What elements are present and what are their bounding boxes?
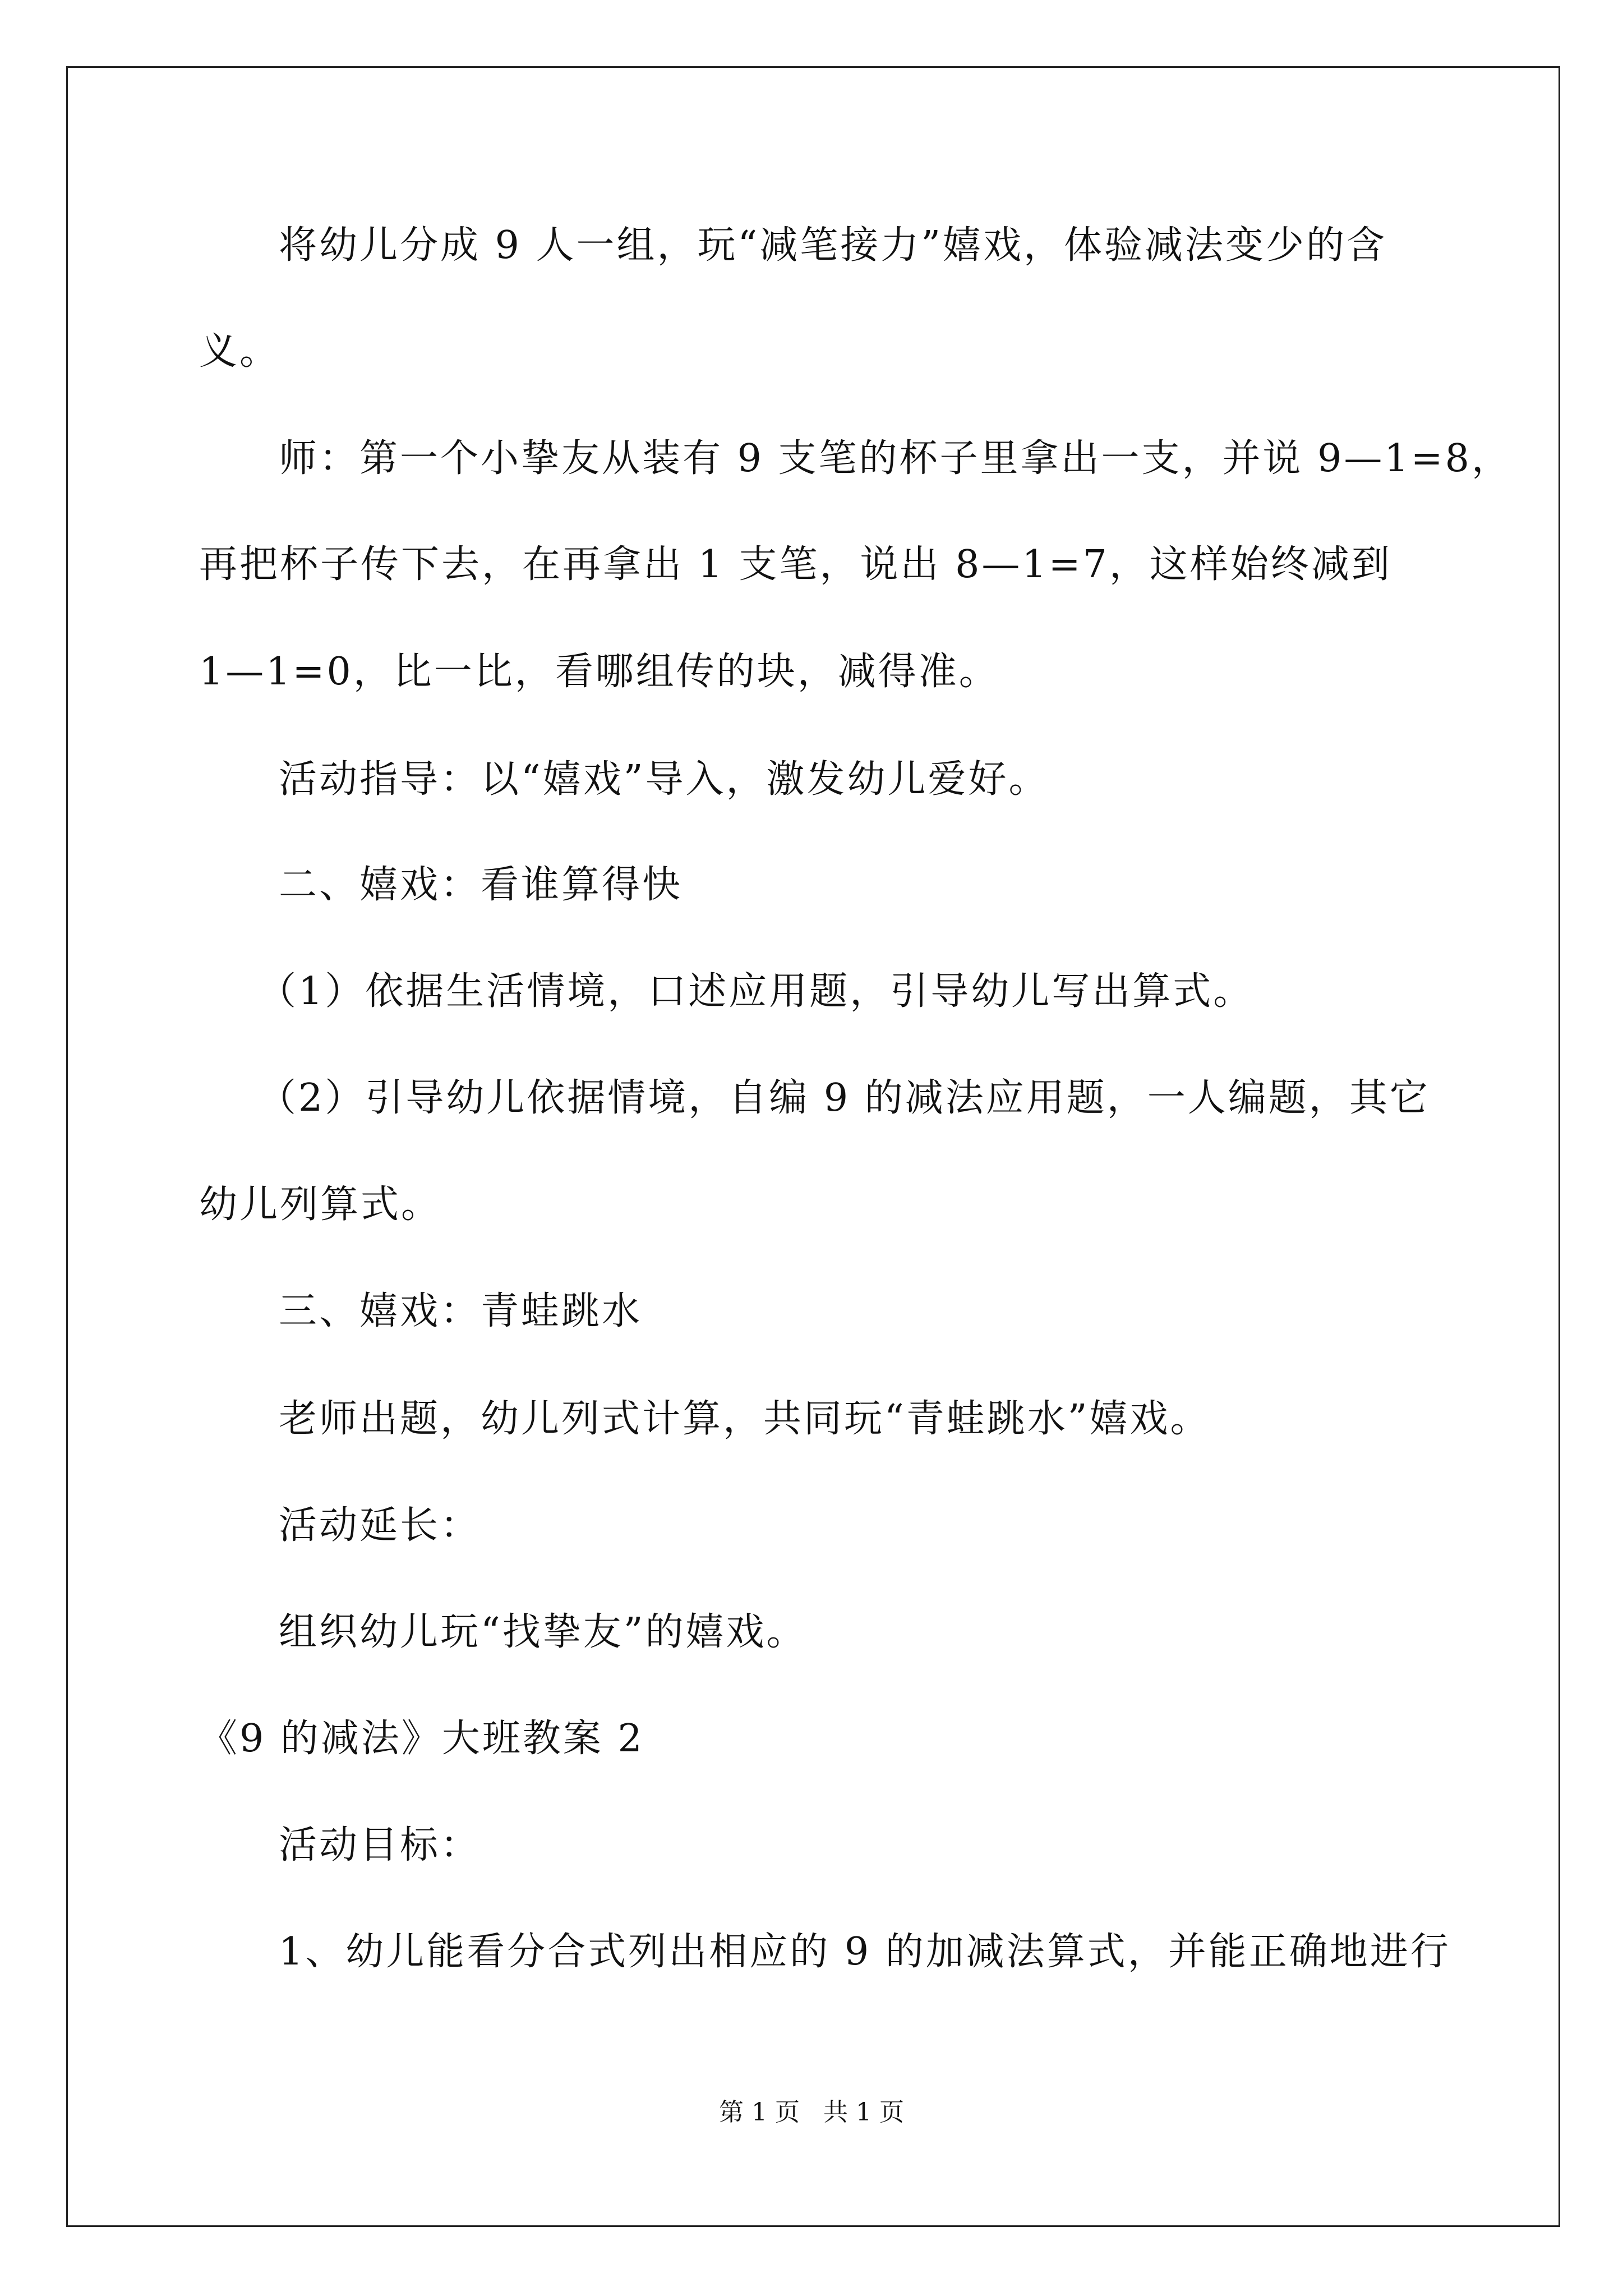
paragraph-line: 活动指导：以“嬉戏”导入，激发幼儿爱好。 xyxy=(279,757,1049,802)
document-title: 《9 的减法》大班教案 2 xyxy=(199,1717,644,1761)
paragraph-line: 师：第一个小挚友从装有 9 支笔的杯子里拿出一支，并说 9—1=8， xyxy=(279,436,1512,481)
section-heading: 二、嬉戏：看谁算得快 xyxy=(279,863,683,907)
paragraph-line: 老师出题，幼儿列式计算，共同玩“青蛙跳水”嬉戏。 xyxy=(279,1397,1211,1441)
section-heading: 活动目标： xyxy=(279,1823,481,1867)
paragraph-line: 组织幼儿玩“找挚友”的嬉戏。 xyxy=(279,1610,807,1654)
section-heading: 三、嬉戏：青蛙跳水 xyxy=(279,1289,643,1333)
paragraph-line: 将幼儿分成 9 人一组，玩“减笔接力”嬉戏，体验减法变少的含 xyxy=(279,223,1387,268)
paragraph-line: 1—1=0，比一比，看哪组传的块，减得准。 xyxy=(199,650,999,694)
paragraph-line: （2）引导幼儿依据情境，自编 9 的减法应用题，一人编题，其它 xyxy=(258,1076,1430,1120)
paragraph-line: 活动延长： xyxy=(279,1503,481,1548)
paragraph-line: 幼儿列算式。 xyxy=(199,1182,442,1227)
paragraph-line: 1、幼儿能看分合式列出相应的 9 的加减法算式，并能正确地进行 xyxy=(279,1930,1451,1974)
page-border xyxy=(66,66,1560,2227)
page-footer: 第 1 页 共 1 页 xyxy=(719,2098,904,2127)
paragraph-line: （1）依据生活情境，口述应用题，引导幼儿写出算式。 xyxy=(258,969,1254,1014)
paragraph-line: 再把杯子传下去，在再拿出 1 支笔，说出 8—1=7，这样始终减到 xyxy=(199,542,1392,587)
paragraph-line: 义。 xyxy=(199,329,280,374)
